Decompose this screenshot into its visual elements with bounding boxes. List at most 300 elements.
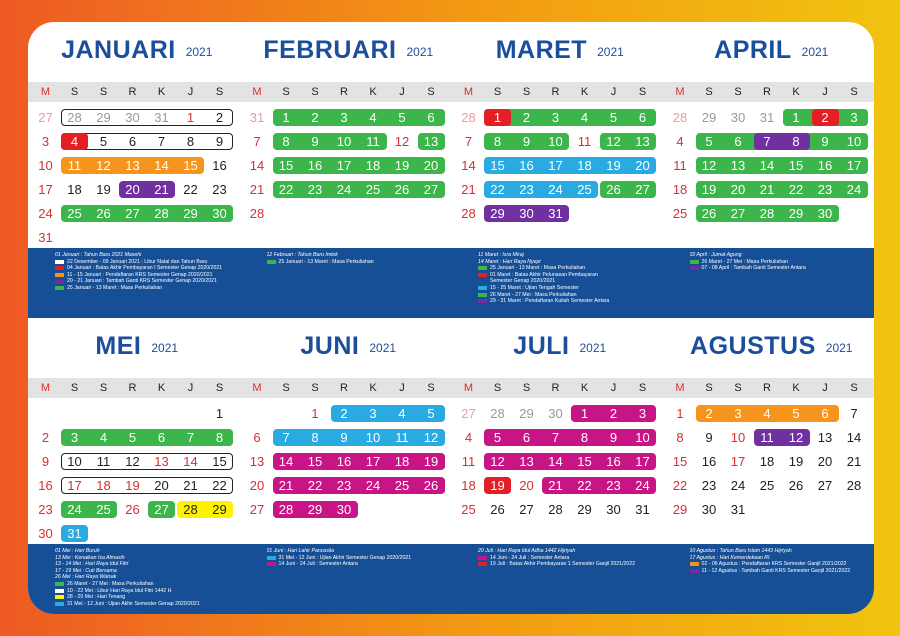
day-cell[interactable]: 17 xyxy=(336,158,352,173)
day-cell[interactable] xyxy=(60,402,89,426)
day-cell[interactable]: 8 xyxy=(792,134,800,149)
day-cell[interactable]: 18 xyxy=(96,478,111,493)
day-cell[interactable]: 8 xyxy=(311,430,319,445)
day-cell[interactable]: 29 xyxy=(307,502,323,517)
day-cell[interactable] xyxy=(147,522,176,546)
day-cell[interactable]: 23 xyxy=(307,182,323,197)
day-cell[interactable] xyxy=(753,498,782,522)
day-cell[interactable]: 5 xyxy=(398,110,406,125)
day-cell[interactable]: 28 xyxy=(548,502,563,517)
day-cell[interactable]: 26 xyxy=(394,182,410,197)
day-cell[interactable]: 30 xyxy=(701,502,717,517)
day-cell[interactable] xyxy=(118,226,147,250)
day-cell[interactable]: 25 xyxy=(461,502,476,517)
day-cell[interactable]: 14 xyxy=(278,454,294,469)
day-cell[interactable]: 7 xyxy=(850,406,858,421)
day-cell[interactable]: 29 xyxy=(672,502,688,517)
day-cell[interactable]: 4 xyxy=(763,406,771,421)
day-cell[interactable]: 28 xyxy=(846,478,862,493)
day-cell[interactable]: 1 xyxy=(186,110,195,125)
day-cell[interactable]: 24 xyxy=(365,478,381,493)
day-cell[interactable]: 3 xyxy=(70,430,79,445)
day-cell[interactable]: 2 xyxy=(340,406,348,421)
day-cell[interactable]: 7 xyxy=(157,134,166,149)
day-cell[interactable]: 16 xyxy=(519,158,534,173)
day-cell[interactable] xyxy=(176,226,205,250)
day-cell[interactable]: 16 xyxy=(336,454,352,469)
day-cell[interactable]: 26 xyxy=(788,478,804,493)
day-cell[interactable]: 2 xyxy=(522,110,531,125)
day-cell[interactable]: 2 xyxy=(609,406,618,421)
day-cell[interactable]: 3 xyxy=(551,110,560,125)
day-cell[interactable]: 15 xyxy=(278,158,294,173)
day-cell[interactable]: 4 xyxy=(369,110,377,125)
day-cell[interactable]: 16 xyxy=(606,454,621,469)
day-cell[interactable]: 12 xyxy=(125,454,140,469)
day-cell[interactable]: 16 xyxy=(701,454,717,469)
day-cell[interactable] xyxy=(176,402,205,426)
day-cell[interactable]: 23 xyxy=(519,182,534,197)
weekday-label: M xyxy=(252,382,262,394)
day-cell[interactable]: 8 xyxy=(493,134,502,149)
day-cell[interactable]: 23 xyxy=(817,182,833,197)
day-cell[interactable]: 1 xyxy=(792,110,800,125)
day-cell[interactable]: 24 xyxy=(635,478,650,493)
day-cell[interactable]: 17 xyxy=(635,454,650,469)
day-cell[interactable]: 25 xyxy=(67,206,82,221)
day-cell[interactable]: 11 xyxy=(461,454,476,469)
day-cell[interactable]: 9 xyxy=(609,430,618,445)
day-cell[interactable]: 26 xyxy=(96,206,111,221)
day-cell[interactable]: 30 xyxy=(730,110,746,125)
day-cell[interactable]: 27 xyxy=(423,182,439,197)
day-cell[interactable]: 18 xyxy=(67,182,82,197)
day-cell[interactable]: 11 xyxy=(395,430,409,445)
day-cell[interactable]: 26 xyxy=(490,502,505,517)
day-cell[interactable]: 19 xyxy=(606,158,621,173)
day-cell[interactable]: 21 xyxy=(183,478,198,493)
day-cell[interactable]: 11 xyxy=(366,134,380,149)
day-cell[interactable]: 14 xyxy=(183,454,198,469)
day-cell[interactable]: 27 xyxy=(461,406,476,421)
day-cell[interactable]: 28 xyxy=(278,502,294,517)
day-cell[interactable]: 18 xyxy=(394,454,410,469)
day-cell[interactable]: 7 xyxy=(253,134,261,149)
day-cell[interactable] xyxy=(205,226,234,250)
day-cell[interactable] xyxy=(417,498,446,522)
legend-swatch-blue xyxy=(267,556,276,560)
day-cell[interactable]: 31 xyxy=(730,502,746,517)
day-cell[interactable]: 24 xyxy=(336,182,352,197)
day-cell[interactable]: 22 xyxy=(307,478,323,493)
day-cell[interactable]: 1 xyxy=(311,406,319,421)
day-cell[interactable]: 30 xyxy=(336,502,352,517)
note-text: 20 Juli : Hari Raya Idul Adha 1442 Hijriyah xyxy=(478,548,576,554)
day-cell[interactable]: 15 xyxy=(788,158,804,173)
day-cell[interactable]: 10 xyxy=(548,134,563,149)
day-cell[interactable]: 15 xyxy=(212,454,227,469)
day-cell[interactable]: 6 xyxy=(821,406,829,421)
day-cell[interactable]: 18 xyxy=(759,454,775,469)
day-cell[interactable]: 25 xyxy=(672,206,688,221)
day-cell[interactable]: 20 xyxy=(817,454,833,469)
day-cell[interactable]: 27 xyxy=(249,502,265,517)
day-cell[interactable] xyxy=(782,498,811,522)
day-cell[interactable]: 30 xyxy=(548,406,563,421)
day-cell[interactable]: 22 xyxy=(212,478,227,493)
week-row xyxy=(31,450,234,474)
day-cell[interactable]: 9 xyxy=(705,430,713,445)
day-cell[interactable]: 14 xyxy=(461,158,476,173)
day-cell[interactable]: 29 xyxy=(183,206,198,221)
day-cell[interactable] xyxy=(570,202,599,226)
day-cell[interactable]: 23 xyxy=(212,182,227,197)
day-cell[interactable]: 19 xyxy=(423,454,439,469)
day-cell[interactable]: 10 xyxy=(365,430,381,445)
day-cell[interactable]: 1 xyxy=(580,406,589,421)
day-cell[interactable] xyxy=(147,226,176,250)
day-cell[interactable]: 24 xyxy=(730,478,746,493)
day-cell[interactable]: 13 xyxy=(519,454,534,469)
day-cell[interactable]: 9 xyxy=(311,134,319,149)
day-cell[interactable]: 19 xyxy=(394,158,410,173)
day-cell[interactable]: 24 xyxy=(846,182,862,197)
day-cell[interactable]: 8 xyxy=(186,134,195,149)
day-cell[interactable]: 30 xyxy=(817,206,833,221)
day-cell[interactable]: 18 xyxy=(365,158,381,173)
day-cell[interactable]: 13 xyxy=(635,134,650,149)
day-cell[interactable]: 10 xyxy=(730,430,746,445)
day-cell[interactable]: 15 xyxy=(490,158,505,173)
day-cell[interactable]: 4 xyxy=(580,110,589,125)
day-cell[interactable] xyxy=(31,402,60,426)
day-cell[interactable]: 6 xyxy=(427,110,435,125)
day-cell[interactable]: 23 xyxy=(38,502,53,517)
day-cell[interactable]: 16 xyxy=(212,158,227,173)
day-cell[interactable]: 28 xyxy=(490,406,505,421)
day-cell[interactable]: 21 xyxy=(846,454,862,469)
day-cell[interactable]: 25 xyxy=(394,478,410,493)
day-cell[interactable]: 14 xyxy=(548,454,563,469)
day-cell[interactable]: 27 xyxy=(817,478,833,493)
day-cell[interactable] xyxy=(359,498,388,522)
day-cell[interactable]: 31 xyxy=(635,502,650,517)
day-cell[interactable]: 20 xyxy=(730,182,746,197)
day-cell[interactable]: 8 xyxy=(215,430,224,445)
day-cell[interactable]: 19 xyxy=(701,182,717,197)
day-cell[interactable] xyxy=(205,522,234,546)
day-cell[interactable]: 21 xyxy=(278,478,294,493)
day-cell[interactable]: 11 xyxy=(96,454,111,469)
day-cell[interactable]: 30 xyxy=(519,206,534,221)
day-cell[interactable]: 4 xyxy=(464,430,473,445)
day-cell[interactable]: 12 xyxy=(490,454,505,469)
day-cell[interactable]: 27 xyxy=(635,182,650,197)
day-cell[interactable]: 25 xyxy=(759,478,775,493)
day-cell[interactable]: 18 xyxy=(577,158,592,173)
day-cell[interactable]: 19 xyxy=(788,454,804,469)
day-cell[interactable]: 5 xyxy=(609,110,618,125)
day-cell[interactable]: 9 xyxy=(41,454,50,469)
day-cell[interactable]: 17 xyxy=(365,454,381,469)
day-cell[interactable]: 21 xyxy=(154,182,169,197)
day-cell[interactable]: 24 xyxy=(38,206,53,221)
day-cell[interactable]: 31 xyxy=(759,110,775,125)
day-cell[interactable]: 25 xyxy=(577,182,592,197)
day-cell[interactable]: 11 xyxy=(67,158,82,173)
day-cell[interactable]: 22 xyxy=(183,182,198,197)
day-cell[interactable]: 20 xyxy=(519,478,534,493)
day-cell[interactable]: 13 xyxy=(423,134,439,149)
day-cell[interactable] xyxy=(359,202,388,226)
day-cell[interactable]: 2 xyxy=(41,430,50,445)
day-cell[interactable]: 17 xyxy=(548,158,563,173)
day-cell[interactable]: 19 xyxy=(96,182,111,197)
day-cell[interactable]: 5 xyxy=(99,134,108,149)
day-cell[interactable]: 7 xyxy=(763,134,771,149)
note-text: 02 - 06 Agustus : Pendaftaran KRS Semester Ganjil 2021/2022 xyxy=(701,561,847,568)
day-cell[interactable]: 9 xyxy=(340,430,348,445)
day-cell[interactable]: 28 xyxy=(183,502,198,517)
day-cell[interactable]: 22 xyxy=(672,478,688,493)
day-cell[interactable]: 1 xyxy=(493,110,502,125)
day-cell[interactable]: 10 xyxy=(67,454,82,469)
day-cell[interactable]: 5 xyxy=(792,406,800,421)
day-cell[interactable]: 28 xyxy=(461,206,476,221)
day-cell[interactable]: 24 xyxy=(548,182,563,197)
day-cell[interactable] xyxy=(330,202,359,226)
day-cell[interactable] xyxy=(118,522,147,546)
day-cell[interactable]: 7 xyxy=(186,430,195,445)
day-cell[interactable]: 21 xyxy=(461,182,476,197)
day-cell[interactable]: 29 xyxy=(490,206,505,221)
day-cell[interactable]: 31 xyxy=(67,526,82,541)
day-cell[interactable]: 13 xyxy=(817,430,833,445)
day-cell[interactable]: 2 xyxy=(311,110,319,125)
day-cell[interactable]: 26 xyxy=(701,206,717,221)
day-cell[interactable]: 3 xyxy=(340,110,348,125)
day-cell[interactable] xyxy=(840,202,869,226)
day-cell[interactable]: 11 xyxy=(577,134,592,149)
day-cell[interactable] xyxy=(272,202,301,226)
day-cell[interactable] xyxy=(89,402,118,426)
day-cell[interactable]: 26 xyxy=(606,182,621,197)
day-cell[interactable]: 4 xyxy=(99,430,108,445)
day-cell[interactable]: 26 xyxy=(423,478,439,493)
day-cell[interactable] xyxy=(301,202,330,226)
day-cell[interactable] xyxy=(89,226,118,250)
day-cell[interactable]: 27 xyxy=(154,502,169,517)
day-cell[interactable]: 15 xyxy=(183,158,198,173)
day-cell[interactable]: 25 xyxy=(365,182,381,197)
day-cell[interactable]: 10 xyxy=(846,134,862,149)
day-cell[interactable]: 15 xyxy=(577,454,592,469)
day-cell[interactable]: 22 xyxy=(490,182,505,197)
day-cell[interactable]: 1 xyxy=(215,406,224,421)
day-cell[interactable]: 12 xyxy=(701,158,717,173)
day-cell[interactable]: 21 xyxy=(249,182,265,197)
day-cell[interactable]: 29 xyxy=(788,206,804,221)
day-cell[interactable]: 19 xyxy=(490,478,505,493)
day-cell[interactable]: 3 xyxy=(41,134,50,149)
day-cell[interactable]: 8 xyxy=(580,430,589,445)
day-cell[interactable] xyxy=(147,402,176,426)
day-cell[interactable]: 14 xyxy=(154,158,169,173)
day-cell[interactable]: 28 xyxy=(461,110,476,125)
day-cell[interactable] xyxy=(243,402,272,426)
day-cell[interactable]: 27 xyxy=(38,110,53,125)
day-cell[interactable]: 17 xyxy=(67,478,82,493)
day-cell[interactable]: 31 xyxy=(249,110,265,125)
day-cell[interactable]: 29 xyxy=(519,406,534,421)
day-cell[interactable]: 26 xyxy=(125,502,140,517)
day-cell[interactable]: 30 xyxy=(212,206,227,221)
day-cell[interactable]: 18 xyxy=(461,478,476,493)
day-cell[interactable]: 3 xyxy=(638,406,647,421)
day-cell[interactable]: 6 xyxy=(253,430,261,445)
day-cell[interactable]: 13 xyxy=(125,158,140,173)
day-cell[interactable]: 12 xyxy=(788,430,804,445)
day-cell[interactable]: 28 xyxy=(759,206,775,221)
day-cell[interactable]: 20 xyxy=(423,158,439,173)
day-cell[interactable] xyxy=(272,402,301,426)
day-cell[interactable]: 13 xyxy=(249,454,265,469)
day-cell[interactable]: 5 xyxy=(128,430,137,445)
day-cell[interactable]: 20 xyxy=(635,158,650,173)
day-cell[interactable]: 8 xyxy=(676,430,684,445)
day-cell[interactable]: 23 xyxy=(606,478,621,493)
day-cell[interactable]: 5 xyxy=(427,406,435,421)
day-cell[interactable]: 27 xyxy=(125,206,140,221)
day-cell[interactable] xyxy=(176,522,205,546)
day-cell[interactable]: 14 xyxy=(846,430,862,445)
day-cell[interactable]: 19 xyxy=(125,478,140,493)
day-cell[interactable]: 2 xyxy=(705,406,713,421)
day-cell[interactable]: 2 xyxy=(215,110,224,125)
day-cell[interactable]: 6 xyxy=(638,110,647,125)
day-cell[interactable]: 14 xyxy=(249,158,265,173)
day-cell[interactable]: 3 xyxy=(734,406,742,421)
day-cell[interactable]: 28 xyxy=(154,206,169,221)
day-cell[interactable]: 16 xyxy=(38,478,53,493)
day-cell[interactable] xyxy=(599,202,628,226)
day-cell[interactable] xyxy=(118,402,147,426)
day-cell[interactable]: 6 xyxy=(128,134,137,149)
day-cell[interactable]: 17 xyxy=(846,158,862,173)
day-cell[interactable]: 10 xyxy=(635,430,650,445)
day-cell[interactable]: 9 xyxy=(215,134,224,149)
day-cell[interactable]: 23 xyxy=(336,478,352,493)
day-cell[interactable]: 23 xyxy=(701,478,717,493)
day-cell[interactable]: 7 xyxy=(464,134,473,149)
day-cell[interactable]: 1 xyxy=(676,406,684,421)
day-cell[interactable]: 12 xyxy=(423,430,439,445)
day-cell[interactable] xyxy=(811,498,840,522)
day-cell[interactable]: 12 xyxy=(606,134,621,149)
day-cell[interactable]: 21 xyxy=(759,182,775,197)
day-cell[interactable]: 25 xyxy=(96,502,111,517)
day-cell[interactable]: 4 xyxy=(676,134,684,149)
day-cell[interactable]: 28 xyxy=(67,110,82,125)
day-cell[interactable]: 20 xyxy=(249,478,265,493)
day-cell[interactable]: 15 xyxy=(307,454,323,469)
day-cell[interactable]: 22 xyxy=(788,182,804,197)
day-cell[interactable]: 12 xyxy=(394,134,410,149)
day-cell[interactable]: 4 xyxy=(70,134,79,149)
day-cell[interactable]: 27 xyxy=(730,206,746,221)
day-cell[interactable]: 29 xyxy=(212,502,227,517)
day-cell[interactable] xyxy=(628,202,657,226)
day-cell[interactable]: 11 xyxy=(760,430,774,445)
day-cell[interactable]: 6 xyxy=(157,430,166,445)
day-cell[interactable] xyxy=(60,226,89,250)
day-cell[interactable]: 11 xyxy=(673,158,687,173)
day-cell[interactable]: 27 xyxy=(519,502,534,517)
day-cell[interactable]: 13 xyxy=(730,158,746,173)
day-cell[interactable]: 7 xyxy=(282,430,290,445)
day-cell[interactable]: 17 xyxy=(730,454,746,469)
day-cell[interactable]: 31 xyxy=(154,110,169,125)
day-cell[interactable]: 2 xyxy=(821,110,829,125)
day-cell[interactable]: 30 xyxy=(606,502,621,517)
day-cell[interactable]: 30 xyxy=(125,110,140,125)
day-cell[interactable]: 20 xyxy=(125,182,140,197)
day-cell[interactable]: 31 xyxy=(548,206,563,221)
day-cell[interactable]: 28 xyxy=(672,110,688,125)
day-cell[interactable] xyxy=(840,498,869,522)
day-cell[interactable]: 5 xyxy=(705,134,713,149)
day-cell[interactable]: 22 xyxy=(278,182,294,197)
day-cell[interactable]: 10 xyxy=(38,158,53,173)
day-cell[interactable]: 31 xyxy=(38,230,53,245)
month-name xyxy=(490,36,593,65)
day-cell[interactable]: 6 xyxy=(734,134,742,149)
day-cell[interactable] xyxy=(388,202,417,226)
day-cell[interactable]: 15 xyxy=(672,454,688,469)
day-cell[interactable]: 12 xyxy=(96,158,111,173)
day-cell[interactable]: 16 xyxy=(307,158,323,173)
day-cell[interactable]: 13 xyxy=(154,454,169,469)
day-cell[interactable]: 4 xyxy=(398,406,406,421)
day-cell[interactable]: 29 xyxy=(577,502,592,517)
day-cell[interactable] xyxy=(417,202,446,226)
day-cell[interactable]: 10 xyxy=(336,134,352,149)
day-cell[interactable]: 22 xyxy=(577,478,592,493)
day-cell[interactable]: 6 xyxy=(522,430,531,445)
day-cell[interactable] xyxy=(388,498,417,522)
day-cell[interactable]: 1 xyxy=(282,110,290,125)
day-cell[interactable]: 29 xyxy=(96,110,111,125)
day-cell[interactable]: 9 xyxy=(821,134,829,149)
day-cell[interactable]: 24 xyxy=(67,502,82,517)
day-cell[interactable]: 9 xyxy=(522,134,531,149)
day-cell[interactable]: 7 xyxy=(551,430,560,445)
day-cell[interactable]: 3 xyxy=(850,110,858,125)
day-cell[interactable]: 20 xyxy=(154,478,169,493)
day-cell[interactable] xyxy=(89,522,118,546)
day-cell[interactable]: 18 xyxy=(672,182,688,197)
day-cell[interactable]: 5 xyxy=(493,430,502,445)
day-cell[interactable]: 14 xyxy=(759,158,775,173)
day-cell[interactable]: 16 xyxy=(817,158,833,173)
day-cell[interactable]: 17 xyxy=(38,182,53,197)
day-cell[interactable]: 8 xyxy=(282,134,290,149)
day-cell[interactable]: 21 xyxy=(548,478,563,493)
day-cell[interactable]: 29 xyxy=(701,110,717,125)
day-cell[interactable]: 28 xyxy=(249,206,265,221)
day-cell[interactable]: 30 xyxy=(38,526,53,541)
day-cell[interactable]: 3 xyxy=(369,406,377,421)
